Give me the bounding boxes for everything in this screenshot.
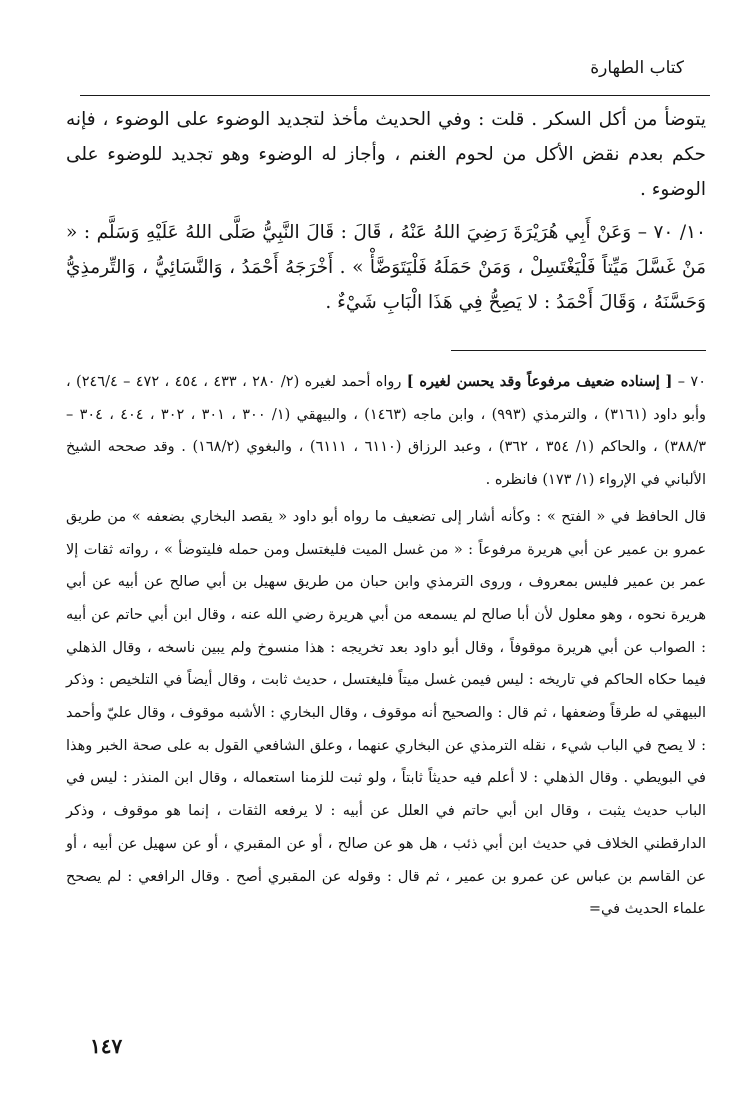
main-text: [66, 102, 706, 320]
intro-paragraph: يتوضأ من أكل السكر . قلت : وفي الحديث مأخذ لتجديد الوضوء على الوضوء ، فإنه حكم بعدم نقض الأكل من لحوم الغنم ، وأجاز له الوضوء وهو تجديد للوضوء على الوضوء .: [66, 109, 706, 200]
footnote-separator: [451, 350, 706, 351]
takhrij-text: رواه أحمد لغيره (٢/ ٢٨٠ ، ٤٣٣ ، ٤٥٤ ، ٤٧٢ – ٢٤٦/٤) ، وأبو داود (٣١٦١) ، والترمذي (٩٩٣) ، وابن ماجه (١٤٦٣) ، والبيهقي (١/ ٣٠٠ ، ٣٠١ ، ٣٠٢ ، ٤٠٤ ، ٣٠٤ – ٣٨٨/٣) ، والحاكم (١/ ٣٥٤ ، ٣٦٢) ، وعبد الرزاق (٦١١٠ ، ٦١١١) ، والبغوي (١٦٨/٢) . وقد صححه الشيخ الألباني في الإرواء (١/ ١٧٣) فانظره .: [66, 374, 707, 489]
note-number: ٧٠ –: [677, 374, 706, 390]
takhrij-paragraph: [66, 366, 706, 497]
page-header-title: كتاب الطهارة: [590, 58, 684, 78]
header-divider: [80, 95, 710, 96]
footnotes: [66, 366, 706, 926]
page-number: ١٤٧: [90, 1034, 123, 1058]
hadith-paragraph: ١٠/ ٧٠ – وَعَنْ أَبِي هُرَيْرَةَ رَضِيَ اللهُ عَنْهُ ، قَالَ : قَالَ النَّبِيُّ صَلَّى اللهُ عَلَيْهِ وَسَلَّم : « مَنْ غَسَّلَ مَيِّتاً فَلْيَغْتَسِلْ ، وَمَنْ حَمَلَهُ فَلْيَتَوَضَّأْ » . أَخْرَجَهُ أَحْمَدُ ، وَالنَّسَائِيُّ ، وَالتِّرمذِيُّ وَحَسَّنَهُ ، وَقَالَ أَحْمَدُ : لا يَصِحُّ فِي هَذَا الْبَابِ شَيْءٌ .: [66, 222, 706, 313]
commentary-paragraph: قال الحافظ في « الفتح » : وكأنه أشار إلى تضعيف ما رواه أبو داود « يقصد البخاري بضعفه » من طريق عمرو بن عمير عن أبي هريرة مرفوعاً : « من غسل الميت فليغتسل ومن حمله فليتوضأ » ، رواته ثقات إلا عمر بن عمير فليس بمعروف ، وروى الترمذي وابن حبان من طريق سهيل بن أبي صالح عن أبيه عن أبي هريرة نحوه ، وهو معلول لأن أبا صالح لم يسمعه من أبي هريرة رضي الله عنه ، وقال ابن أبي حاتم عن أبيه : الصواب عن أبي هريرة موقوفاً ، وقال أبو داود بعد تخريجه : هذا منسوخ ولم يبين ناسخه ، وقال الذهلي فيما حكاه الحاكم في تاريخه : ليس فيمن غسل ميتاً فليغتسل ، حديث ثابت ، وقال أيضاً في التلخيص : وذكر البيهقي له طرقاً وضعفها ، ثم قال : والصحيح أنه موقوف ، وقال البخاري : الأشبه موقوف ، وقال عليّ وأحمد : لا يصح في الباب شيء ، نقله الترمذي عن البخاري عنهما ، وعلق الشافعي القول به على صحة الخبر وهذا في البويطي . وقال الذهلي : لا أعلم فيه حديثاً ثابتاً ، ولو ثبت للزمنا استعماله ، وقال ابن المنذر : ليس في الباب حديث يثبت ، وقال ابن أبي حاتم في العلل عن أبيه : لا يرفعه الثقات ، إنما هو موقوف ، وذكر الدارقطني الخلاف في حديث ابن أبي ذئب ، هل هو عن صالح ، أو عن المقبري ، أو عن سهيل عن أبيه ، أو عن القاسم بن عباس عن عمرو بن عمير ، ثم قال : وقوله عن المقبري أصح . وقال الرافعي : لم يصحح علماء الحديث في=: [66, 508, 706, 918]
grade-label: [ إسناده ضعيف مرفوعاً وقد يحسن لغيره ]: [406, 373, 673, 390]
